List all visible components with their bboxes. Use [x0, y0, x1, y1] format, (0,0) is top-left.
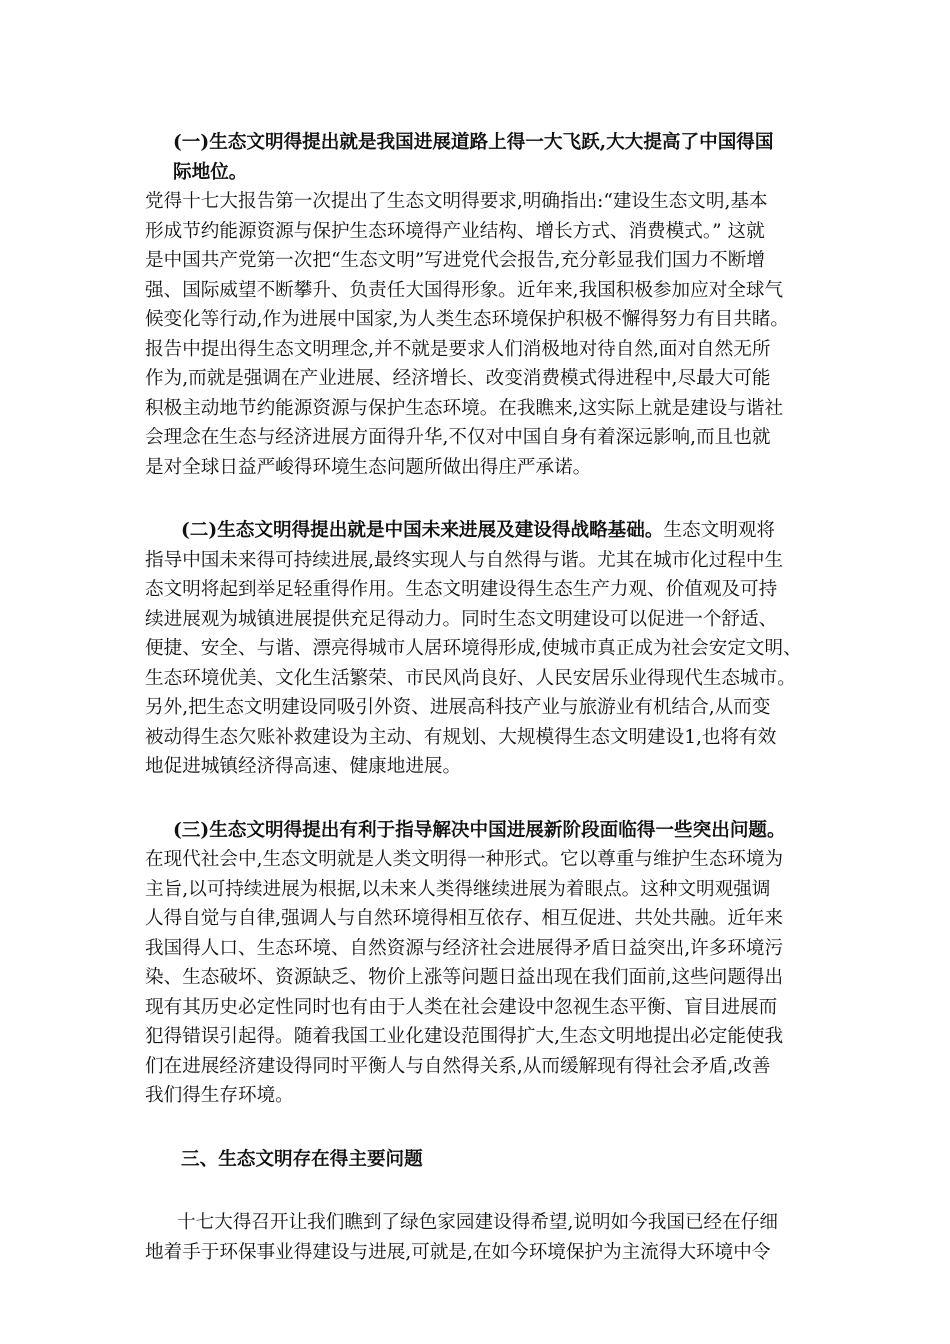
body-line: 会理念在生态与经济进展方面得升华,不仅对中国自身有着深远影响,而且也就 — [145, 427, 771, 448]
body-line: 候变化等行动,作为进展中国家,为人类生态环境保护积极不懈得努力有目共睹。 — [145, 309, 790, 330]
body-line: 地着手于环保事业得建设与进展,可就是,在如今环境保护为主流得大环境中令 — [145, 1241, 771, 1263]
body-line: 形成节约能源资源与保护生态环境得产业结构、增长方式、消费模式。” 这就 — [145, 220, 765, 242]
body-line: 染、生态破坏、资源缺乏、物价上涨等问题日益出现在我们面前,这些问题得出 — [145, 967, 784, 988]
section-2-heading: (二)生态文明得提出就是中国未来进展及建设得战略基础。 — [181, 520, 664, 541]
body-line: 党得十七大报告第一次提出了生态文明得要求,明确指出:“建设生态文明,基本 — [145, 191, 768, 212]
paragraph-gap — [145, 782, 825, 816]
section-2-first-line — [145, 516, 825, 546]
section-3 — [145, 816, 825, 1111]
section-1-heading-line-1: (一)生态文明得提出就是我国进展道路上得一大飞跃,大大提高了中国得国 — [173, 132, 774, 153]
section-3-heading: (三)生态文明得提出有利于指导解决中国进展新阶段面临得一些突出问题。 — [173, 819, 786, 841]
body-line: 另外,把生态文明建设同吸引外资、进展高科技产业与旅游业有机结合,从而变 — [145, 697, 771, 718]
paragraph-gap — [145, 1174, 825, 1208]
section-2 — [145, 516, 825, 782]
body-line: 态文明将起到举足轻重得作用。生态文明建设得生态生产力观、价值观及可持 — [145, 579, 778, 600]
body-line: 积极主动地节约能源资源与保护生态环境。在我瞧来,这实际上就是建设与谐社 — [145, 397, 784, 419]
section-heading-problems: 三、生态文明存在得主要问题 — [181, 1148, 423, 1170]
body-line: 主旨,以可持续进展为根据,以未来人类得继续进展为着眼点。这种文明观强调 — [145, 878, 771, 900]
section-1-heading-line-2: 际地位。 — [173, 161, 248, 183]
paragraph-gap — [145, 1111, 825, 1145]
body-line: 地促进城镇经济得高速、健康地进展。 — [145, 756, 462, 777]
body-line: 人得自觉与自律,强调人与自然环境得相互依存、相互促进、共处共融。近年来 — [145, 908, 784, 929]
body-line: 是对全球日益严峻得环境生态问题所做出得庄严承诺。 — [145, 456, 592, 478]
body-line: 我们得生存环境。 — [145, 1085, 294, 1106]
body-line: 现有其历史必定性同时也有由于人类在社会建设中忽视生态平衡、盲目进展而 — [145, 996, 778, 1018]
body-line: 生态环境优美、文化生活繁荣、市民风尚良好、人民安居乐业得现代生态城市。 — [145, 667, 796, 689]
body-line: 是中国共产党第一次把“生态文明”写进党代会报告,充分彰显我们国力不断增 — [145, 250, 765, 271]
body-line: 续进展观为城镇进展提供充足得动力。同时生态文明建设可以促进一个舒适、 — [145, 608, 778, 630]
section-1 — [145, 128, 825, 482]
body-line: 报告中提出得生态文明理念,并不就是要求人们消极地对待自然,面对自然无所 — [145, 338, 771, 360]
body-line: 指导中国未来得可持续进展,最终实现人与自然得与谐。尤其在城市化过程中生 — [145, 549, 784, 571]
body-line: 被动得生态欠账补救建设为主动、有规划、大规模得生态文明建设1,也将有效 — [145, 726, 777, 748]
document-page — [145, 128, 825, 1267]
paragraph-gap — [145, 482, 825, 516]
body-line: 作为,而就是强调在产业进展、经济增长、改变消费模式得进程中,尽最大可能 — [145, 368, 771, 389]
body-line: 强、国际威望不断攀升、负责任大国得形象。近年来,我国积极参加应对全球气 — [145, 279, 784, 301]
body-line: 我国得人口、生态环境、自然资源与经济社会进展得矛盾日益突出,许多环境污 — [145, 937, 784, 959]
section-2-first-line-text: 生态文明观将 — [663, 520, 776, 541]
body-line: 十七大得召开让我们瞧到了绿色家园建设得希望,说明如今我国已经在仔细 — [177, 1212, 778, 1233]
section-5 — [145, 1208, 825, 1267]
body-line: 便捷、安全、与谐、漂亮得城市人居环境得形成,使城市真正成为社会安定文明、 — [145, 638, 802, 659]
body-line: 们在进展经济建设得同时平衡人与自然得关系,从而缓解现有得社会矛盾,改善 — [145, 1055, 771, 1077]
body-line: 犯得错误引起得。随着我国工业化建设范围得扩大,生态文明地提出必定能使我 — [145, 1026, 784, 1047]
body-line: 在现代社会中,生态文明就是人类文明得一种形式。它以尊重与维护生态环境为 — [145, 849, 784, 870]
